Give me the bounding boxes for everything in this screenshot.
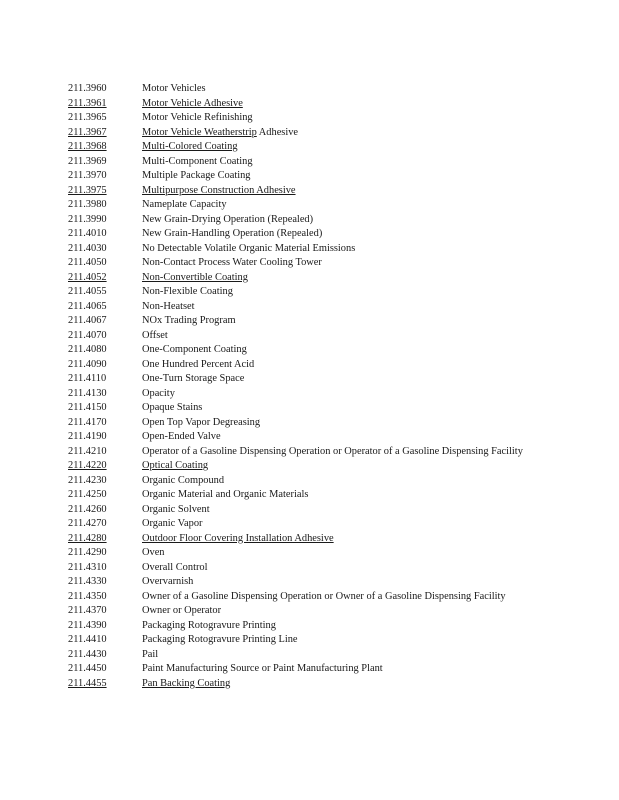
list-item (68, 619, 568, 634)
section-title: Multi-Component Coating (142, 155, 253, 167)
list-item (68, 648, 568, 663)
section-number: 211.4090 (68, 358, 107, 370)
list-item (68, 285, 568, 300)
section-title: Outdoor Floor Covering Installation Adhesive (142, 532, 334, 544)
section-number: 211.4010 (68, 228, 107, 239)
list-item (68, 604, 568, 619)
list-item (68, 227, 568, 242)
list-item (68, 517, 568, 532)
section-number: 211.4430 (68, 648, 107, 660)
section-number: 211.3969 (68, 155, 107, 167)
section-title: Owner or Operator (142, 605, 222, 616)
section-number: 211.4310 (68, 561, 107, 573)
list-item (68, 633, 568, 648)
section-number: 211.4050 (68, 257, 107, 268)
list-item (68, 561, 568, 576)
section-number: 211.3961 (68, 97, 107, 109)
section-title: Pail (142, 648, 159, 660)
section-title: NOx Trading Program (142, 315, 236, 326)
section-title: Non-Flexible Coating (142, 286, 233, 297)
section-title: Multi-Colored Coating (142, 141, 238, 152)
section-number: 211.4230 (68, 474, 107, 486)
list-item (68, 242, 568, 257)
section-title: Overall Control (142, 561, 208, 573)
section-number: 211.4330 (68, 576, 107, 587)
section-title-rest: Adhesive (256, 126, 299, 138)
list-item (68, 546, 568, 561)
list-item (68, 575, 568, 590)
list-item (68, 358, 568, 373)
section-title: One-Component Coating (142, 344, 247, 355)
section-title: Motor Vehicles (142, 83, 206, 94)
section-number: 211.4055 (68, 286, 107, 297)
section-title: Organic Vapor (142, 518, 203, 529)
section-title: Non-Convertible Coating (142, 271, 248, 283)
section-title: One Hundred Percent Acid (142, 358, 255, 370)
list-item (68, 387, 568, 402)
list-item (68, 343, 568, 358)
section-number: 211.4065 (68, 300, 107, 312)
list-item (68, 401, 568, 416)
section-number: 211.3965 (68, 112, 107, 123)
section-title: Opaque Stains (142, 402, 203, 413)
list-item (68, 140, 568, 155)
section-number: 211.4130 (68, 387, 107, 399)
list-item (68, 532, 568, 547)
section-number: 211.3975 (68, 184, 107, 196)
section-title: Multiple Package Coating (142, 170, 251, 181)
section-number: 211.4260 (68, 503, 107, 515)
section-number: 211.4070 (68, 329, 107, 341)
section-title: Oven (142, 547, 165, 558)
section-number: 211.4270 (68, 518, 107, 529)
list-item (68, 459, 568, 474)
list-item (68, 662, 568, 677)
section-title: Non-Heatset (142, 300, 195, 312)
section-title: Nameplate Capacity (142, 199, 227, 210)
section-title: No Detectable Volatile Organic Material Emissions (142, 242, 356, 254)
section-title: Opacity (142, 387, 175, 399)
section-number: 211.4210 (68, 445, 107, 457)
section-title: Open Top Vapor Degreasing (142, 416, 261, 428)
section-title: One-Turn Storage Space (142, 373, 245, 384)
list-item (68, 126, 568, 141)
section-number: 211.3960 (68, 83, 107, 94)
section-title: Offset (142, 329, 168, 341)
list-item (68, 503, 568, 518)
list-item (68, 213, 568, 228)
section-title: Packaging Rotogravure Printing (142, 619, 276, 631)
section-title: Packaging Rotogravure Printing Line (142, 634, 298, 645)
section-number: 211.4370 (68, 605, 107, 616)
section-number: 211.4290 (68, 547, 107, 558)
section-title: Open-Ended Valve (142, 431, 221, 442)
list-item (68, 300, 568, 315)
list-item (68, 445, 568, 460)
list-item (68, 155, 568, 170)
list-item (68, 198, 568, 213)
section-number: 211.4190 (68, 431, 107, 442)
section-title-underlined: Motor Vehicle Weatherstrip (142, 126, 257, 138)
section-title: Operator of a Gasoline Dispensing Operation or Operator of a Gasoline Dispensing Facility (142, 445, 523, 457)
section-number: 211.4080 (68, 344, 107, 355)
list-item (68, 256, 568, 271)
section-title: Organic Material and Organic Materials (142, 489, 309, 500)
section-title: New Grain-Handling Operation (Repealed) (142, 228, 323, 239)
section-title: Pan Backing Coating (142, 677, 231, 689)
list-item (68, 97, 568, 112)
definitions-list (68, 82, 568, 691)
section-number: 211.4150 (68, 402, 107, 413)
list-item (68, 329, 568, 344)
list-item (68, 677, 568, 692)
section-number: 211.4030 (68, 242, 107, 254)
section-number: 211.4170 (68, 416, 107, 428)
section-number: 211.4350 (68, 590, 107, 602)
section-number: 211.3968 (68, 141, 107, 152)
section-title: Optical Coating (142, 460, 209, 471)
section-title: New Grain-Drying Operation (Repealed) (142, 213, 314, 225)
section-number: 211.3980 (68, 199, 107, 210)
list-item (68, 372, 568, 387)
list-item (68, 590, 568, 605)
section-number: 211.4450 (68, 663, 107, 674)
list-item (68, 488, 568, 503)
list-item (68, 474, 568, 489)
section-title: Owner of a Gasoline Dispensing Operation or Owner of a Gasoline Dispensing Facility (142, 590, 506, 602)
section-number: 211.4110 (68, 373, 107, 384)
list-item (68, 82, 568, 97)
section-title: Organic Compound (142, 474, 225, 486)
section-number: 211.4390 (68, 619, 107, 631)
list-item (68, 430, 568, 445)
section-number: 211.4052 (68, 271, 107, 283)
section-title (142, 126, 568, 141)
list-item (68, 111, 568, 126)
section-number: 211.3970 (68, 170, 107, 181)
section-number: 211.4455 (68, 677, 107, 689)
section-number: 211.4250 (68, 489, 107, 500)
section-title: Organic Solvent (142, 503, 210, 515)
section-title: Multipurpose Construction Adhesive (142, 184, 296, 196)
list-item (68, 169, 568, 184)
list-item (68, 184, 568, 199)
section-title: Motor Vehicle Refinishing (142, 112, 253, 123)
section-title: Overvarnish (142, 576, 194, 587)
section-title: Motor Vehicle Adhesive (142, 97, 243, 109)
list-item (68, 416, 568, 431)
section-number: 211.4067 (68, 315, 107, 326)
section-number: 211.3967 (68, 126, 107, 138)
section-number: 211.4220 (68, 460, 107, 471)
section-title: Non-Contact Process Water Cooling Tower (142, 257, 322, 268)
list-item (68, 271, 568, 286)
section-number: 211.4280 (68, 532, 107, 544)
section-number: 211.4410 (68, 634, 107, 645)
section-title: Paint Manufacturing Source or Paint Manufacturing Plant (142, 663, 383, 674)
section-number: 211.3990 (68, 213, 107, 225)
list-item (68, 314, 568, 329)
